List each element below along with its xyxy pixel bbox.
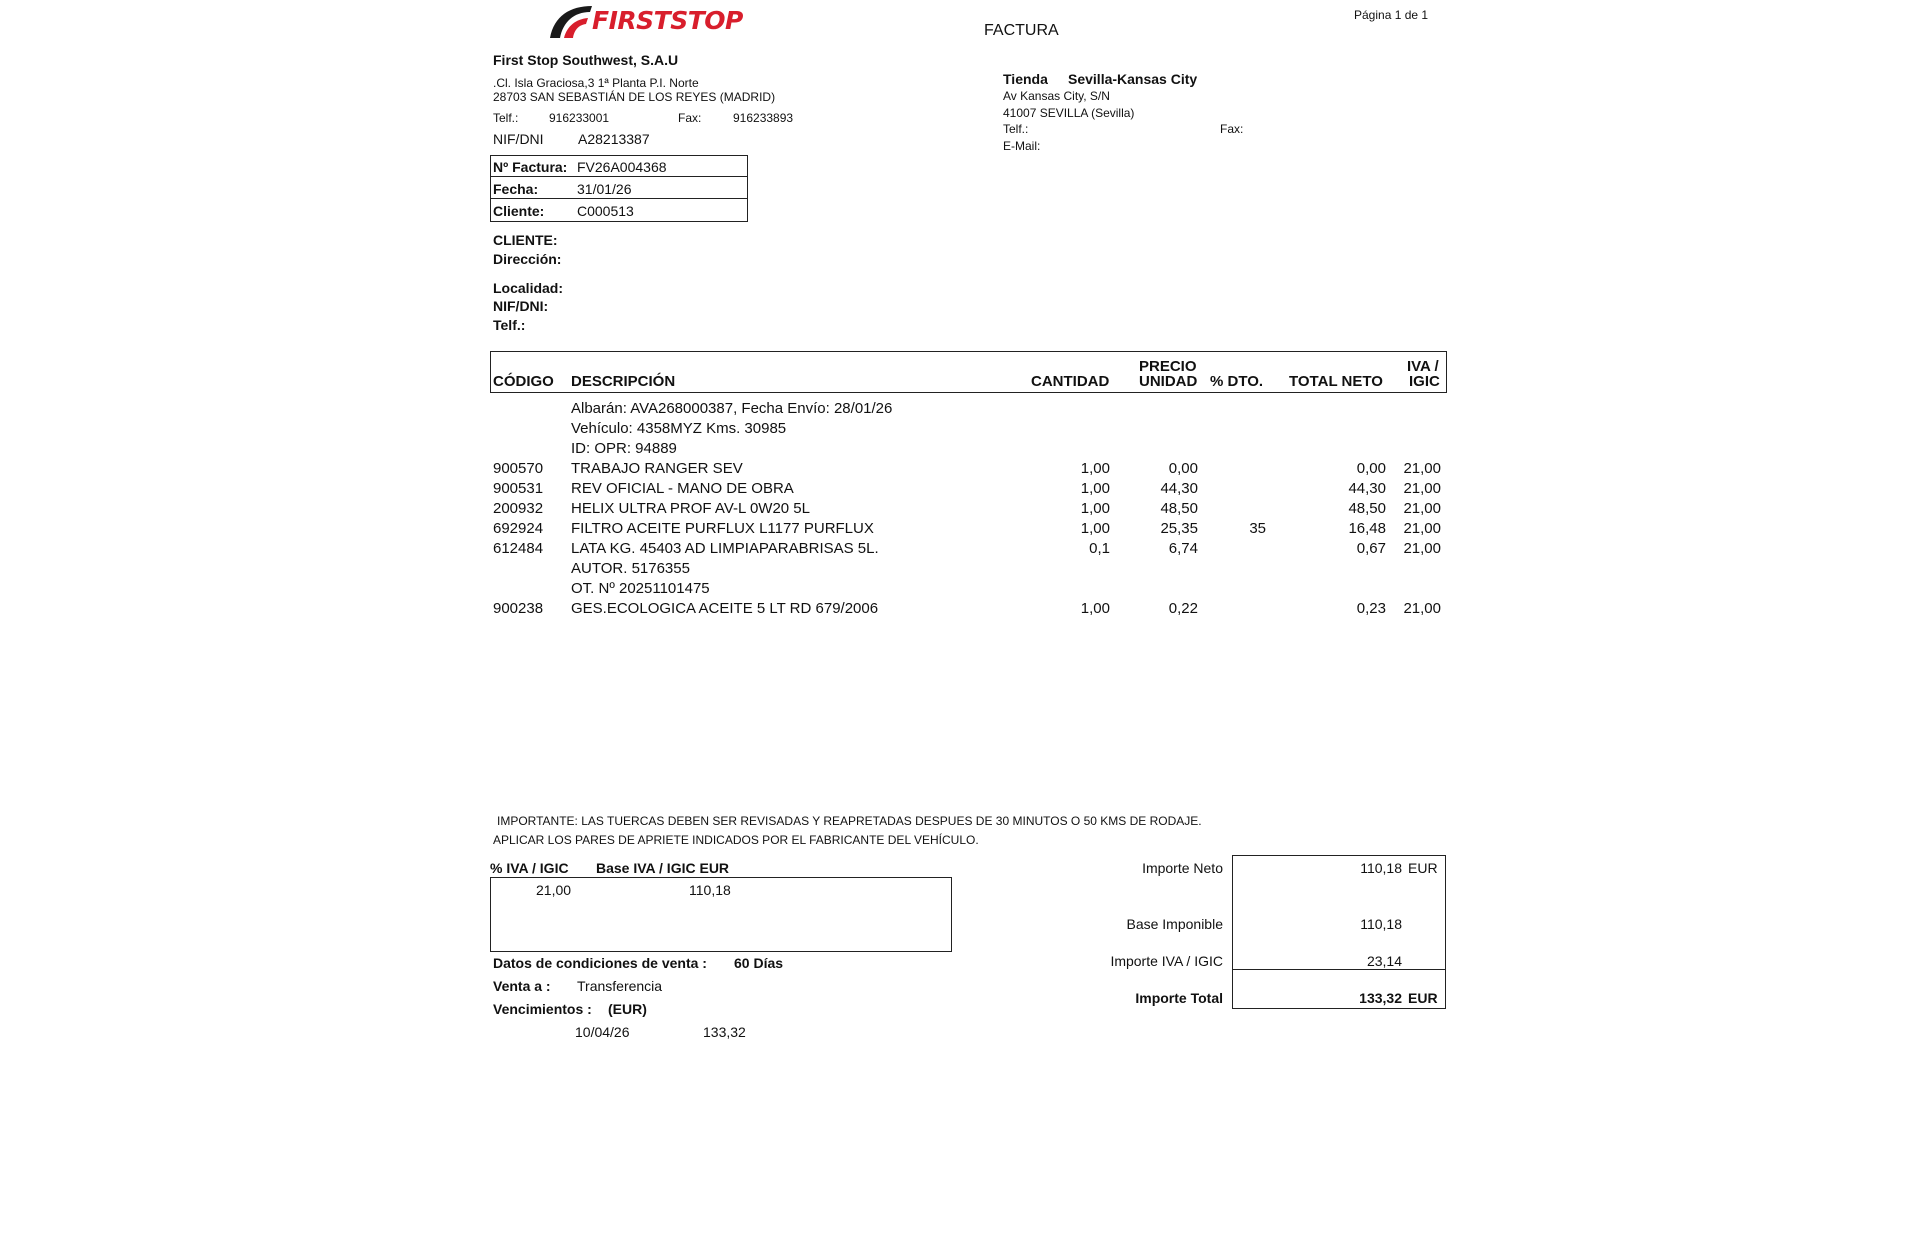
item-description: AUTOR. 5176355 — [571, 560, 690, 577]
document-title: FACTURA — [984, 22, 1059, 39]
logo — [546, 0, 756, 44]
store-address-2: 41007 SEVILLA (Sevilla) — [1003, 106, 1135, 120]
col-header-iva-bottom: IGIC — [1409, 373, 1440, 390]
item-net-total: 0,67 — [1356, 540, 1386, 557]
net-amount: 110,18 — [1360, 860, 1402, 876]
table-row — [0, 580, 1920, 600]
item-iva: 21,00 — [1403, 600, 1441, 617]
item-description: GES.ECOLOGICA ACEITE 5 LT RD 679/2006 — [571, 600, 879, 617]
col-header-description: DESCRIPCIÓN — [571, 373, 676, 390]
invoice-date: 31/01/26 — [577, 181, 632, 197]
page-number: Página 1 de 1 — [1354, 8, 1429, 22]
table-row — [0, 400, 1920, 420]
tax-amount-label: Importe IVA / IGIC — [1110, 953, 1223, 969]
company-address-1: .Cl. Isla Graciosa,3 1ª Planta P.I. Norte — [493, 76, 699, 90]
table-row — [0, 600, 1920, 620]
logo-swoosh-icon — [546, 2, 594, 42]
item-code: 200932 — [493, 500, 544, 517]
item-code: 900570 — [493, 460, 544, 477]
invoice-number: FV26A004368 — [577, 159, 667, 175]
notice-line-1: IMPORTANTE: LAS TUERCAS DEBEN SER REVISADAS Y REAPRETADAS DESPUES DE 30 MINUTOS O 50 KMS DE RODAJE. — [497, 814, 1202, 828]
table-row — [0, 560, 1920, 580]
table-row — [0, 460, 1920, 480]
col-header-iva-top: IVA / — [1407, 358, 1439, 375]
item-quantity: 1,00 — [1080, 600, 1110, 617]
net-amount-label: Importe Neto — [1142, 860, 1223, 876]
item-unit-price: 6,74 — [1168, 540, 1198, 557]
tax-amount: 23,14 — [1366, 953, 1402, 969]
invoice-info-divider — [490, 198, 747, 199]
tax-pct-value: 21,00 — [536, 882, 572, 898]
item-iva: 21,00 — [1403, 520, 1441, 537]
item-net-total: 0,00 — [1356, 460, 1386, 477]
table-row — [0, 480, 1920, 500]
conditions-value: 60 Días — [734, 955, 784, 971]
item-description: OT. Nº 20251101475 — [571, 580, 710, 597]
store-label: Tienda — [1003, 71, 1048, 87]
col-header-total: TOTAL NETO — [1289, 373, 1383, 390]
item-description: REV OFICIAL - MANO DE OBRA — [571, 480, 794, 497]
store-email-label: E-Mail: — [1003, 139, 1041, 153]
store-address-1: Av Kansas City, S/N — [1003, 89, 1110, 103]
item-quantity: 1,00 — [1080, 460, 1110, 477]
table-row — [0, 500, 1920, 520]
company-tel-label: Telf.: — [493, 111, 519, 125]
tax-base-header: Base IVA / IGIC EUR — [596, 860, 730, 876]
col-header-quantity: CANTIDAD — [1031, 373, 1110, 390]
total-currency: EUR — [1408, 990, 1438, 1006]
tax-pct-header: % IVA / IGIC — [490, 860, 569, 876]
net-currency: EUR — [1408, 860, 1438, 876]
sale-to-value: Transferencia — [577, 978, 663, 994]
item-quantity: 1,00 — [1080, 500, 1110, 517]
invoice-client-label: Cliente: — [493, 203, 545, 219]
item-code: 900238 — [493, 600, 544, 617]
client-tel-label: Telf.: — [493, 317, 526, 333]
taxable-base-label: Base Imponible — [1126, 916, 1223, 932]
store-fax-label: Fax: — [1220, 122, 1244, 136]
item-code: 692924 — [493, 520, 544, 537]
totals-box — [1232, 855, 1446, 1009]
item-code: 612484 — [493, 540, 544, 557]
due-dates-currency: (EUR) — [608, 1001, 647, 1017]
item-description: Vehículo: 4358MYZ Kms. 30985 — [571, 420, 787, 437]
invoice-date-label: Fecha: — [493, 181, 539, 197]
table-row — [0, 540, 1920, 560]
company-address-2: 28703 SAN SEBASTIÁN DE LOS REYES (MADRID) — [493, 90, 776, 104]
item-unit-price: 25,35 — [1160, 520, 1198, 537]
item-unit-price: 48,50 — [1160, 500, 1198, 517]
item-discount: 35 — [1249, 520, 1266, 537]
totals-divider — [1232, 969, 1445, 970]
item-iva: 21,00 — [1403, 500, 1441, 517]
logo-text: FIRSTSTOP — [592, 6, 743, 35]
item-iva: 21,00 — [1403, 460, 1441, 477]
store-name: Sevilla-Kansas City — [1068, 71, 1198, 87]
total-amount: 133,32 — [1359, 990, 1402, 1006]
invoice-number-label: Nº Factura: — [493, 159, 568, 175]
conditions-label: Datos de condiciones de venta : — [493, 955, 707, 971]
item-net-total: 44,30 — [1348, 480, 1386, 497]
company-fax-label: Fax: — [678, 111, 702, 125]
item-unit-price: 44,30 — [1160, 480, 1198, 497]
item-description: HELIX ULTRA PROF AV-L 0W20 5L — [571, 500, 810, 517]
item-description: Albarán: AVA268000387, Fecha Envío: 28/01/26 — [571, 400, 893, 417]
sale-to-label: Venta a : — [493, 978, 551, 994]
item-quantity: 0,1 — [1089, 540, 1110, 557]
invoice-info-divider — [490, 176, 747, 177]
item-code: 900531 — [493, 480, 544, 497]
notice-line-2: APLICAR LOS PARES DE APRIETE INDICADOS POR EL FABRICANTE DEL VEHÍCULO. — [493, 833, 979, 847]
item-net-total: 48,50 — [1348, 500, 1386, 517]
col-header-price-bottom: UNIDAD — [1139, 373, 1198, 390]
company-nif: A28213387 — [578, 131, 650, 147]
invoice-client: C000513 — [577, 203, 634, 219]
item-net-total: 16,48 — [1348, 520, 1386, 537]
taxable-base: 110,18 — [1360, 916, 1402, 932]
table-row — [0, 440, 1920, 460]
col-header-discount: % DTO. — [1210, 373, 1264, 390]
due-dates-label: Vencimientos : — [493, 1001, 592, 1017]
items-table-body — [0, 400, 1920, 620]
col-header-code: CÓDIGO — [493, 373, 554, 390]
item-unit-price: 0,00 — [1168, 460, 1198, 477]
item-unit-price: 0,22 — [1168, 600, 1198, 617]
item-quantity: 1,00 — [1080, 480, 1110, 497]
item-description: ID: OPR: 94889 — [571, 440, 677, 457]
client-label: CLIENTE: — [493, 232, 558, 248]
table-row — [0, 420, 1920, 440]
company-name: First Stop Southwest, S.A.U — [493, 52, 679, 68]
tax-base-value: 110,18 — [689, 882, 731, 898]
total-amount-label: Importe Total — [1135, 990, 1223, 1006]
item-description: TRABAJO RANGER SEV — [571, 460, 743, 477]
client-locality-label: Localidad: — [493, 280, 564, 296]
company-nif-label: NIF/DNI — [493, 131, 544, 147]
company-tel: 916233001 — [549, 111, 610, 125]
item-net-total: 0,23 — [1356, 600, 1386, 617]
item-iva: 21,00 — [1403, 480, 1441, 497]
client-nif-label: NIF/DNI: — [493, 298, 549, 314]
due-amount: 133,32 — [703, 1024, 746, 1040]
store-tel-label: Telf.: — [1003, 122, 1029, 136]
item-iva: 21,00 — [1403, 540, 1441, 557]
table-row — [0, 520, 1920, 540]
company-fax: 916233893 — [733, 111, 794, 125]
item-description: FILTRO ACEITE PURFLUX L1177 PURFLUX — [571, 520, 874, 537]
client-address-label: Dirección: — [493, 251, 562, 267]
col-header-price-top: PRECIO — [1139, 358, 1197, 375]
due-date: 10/04/26 — [575, 1024, 630, 1040]
item-quantity: 1,00 — [1080, 520, 1110, 537]
item-description: LATA KG. 45403 AD LIMPIAPARABRISAS 5L. — [571, 540, 879, 557]
